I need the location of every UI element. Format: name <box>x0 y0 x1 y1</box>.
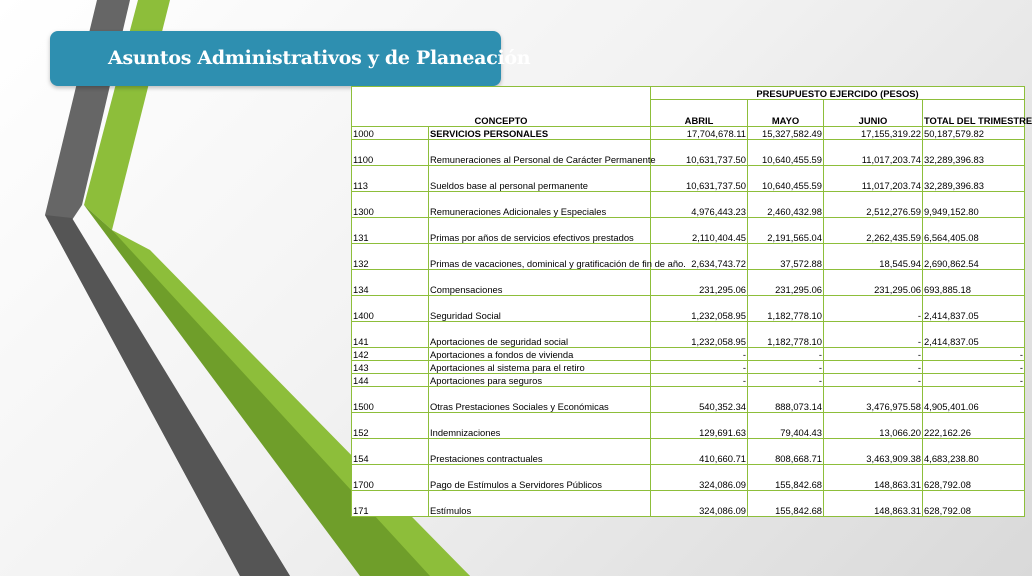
table-row <box>352 127 1025 140</box>
row-total: 2,690,862.54 <box>923 244 1025 270</box>
row-total: 222,162.26 <box>923 413 1025 439</box>
row-code: 113 <box>352 166 429 192</box>
row-total: 4,905,401.06 <box>923 387 1025 413</box>
table-row <box>352 296 1025 322</box>
table-row <box>352 491 1025 517</box>
row-total: 4,683,238.80 <box>923 439 1025 465</box>
row-april: 231,295.06 <box>651 270 748 296</box>
row-code: 152 <box>352 413 429 439</box>
row-april: 2,634,743.72 <box>651 244 748 270</box>
row-may: 1,182,778.10 <box>748 322 824 348</box>
row-code: 1400 <box>352 296 429 322</box>
row-april: 1,232,058.95 <box>651 296 748 322</box>
table-row <box>352 192 1025 218</box>
row-total: 50,187,579.82 <box>923 127 1025 140</box>
row-april: 410,660.71 <box>651 439 748 465</box>
row-june: - <box>824 374 923 387</box>
header-total: TOTAL DEL TRIMESTRE <box>923 100 1025 127</box>
row-june: - <box>824 296 923 322</box>
row-concept: Indemnizaciones <box>429 413 651 439</box>
row-code: 1000 <box>352 127 429 140</box>
header-june: JUNIO <box>824 100 923 127</box>
row-june: 3,463,909.38 <box>824 439 923 465</box>
row-code: 141 <box>352 322 429 348</box>
title-banner <box>50 31 531 86</box>
row-april: - <box>651 361 748 374</box>
row-may: 10,640,455.59 <box>748 166 824 192</box>
row-code: 154 <box>352 439 429 465</box>
row-code: 1500 <box>352 387 429 413</box>
row-june: - <box>824 322 923 348</box>
row-concept: Prestaciones contractuales <box>429 439 651 465</box>
row-may: 79,404.43 <box>748 413 824 439</box>
row-code: 144 <box>352 374 429 387</box>
row-concept: Otras Prestaciones Sociales y Económicas <box>429 387 651 413</box>
row-june: 11,017,203.74 <box>824 140 923 166</box>
header-concept: CONCEPTO <box>352 87 651 127</box>
row-code: 1300 <box>352 192 429 218</box>
row-may: 2,191,565.04 <box>748 218 824 244</box>
row-june: 231,295.06 <box>824 270 923 296</box>
row-june: 148,863.31 <box>824 491 923 517</box>
table-row <box>352 140 1025 166</box>
row-total: 9,949,152.80 <box>923 192 1025 218</box>
row-concept: SERVICIOS PERSONALES <box>429 127 651 140</box>
row-may: 37,572.88 <box>748 244 824 270</box>
row-april: 10,631,737.50 <box>651 166 748 192</box>
row-total: - <box>923 374 1025 387</box>
table-row <box>352 361 1025 374</box>
row-code: 134 <box>352 270 429 296</box>
header-row-1 <box>352 87 1025 100</box>
row-concept: Primas por años de servicios efectivos prestados <box>429 218 651 244</box>
row-total: 628,792.08 <box>923 465 1025 491</box>
row-code: 131 <box>352 218 429 244</box>
table-row <box>352 374 1025 387</box>
row-concept: Aportaciones al sistema para el retiro <box>429 361 651 374</box>
row-april: 324,086.09 <box>651 491 748 517</box>
row-may: 231,295.06 <box>748 270 824 296</box>
row-april: 10,631,737.50 <box>651 140 748 166</box>
row-concept: Sueldos base al personal permanente <box>429 166 651 192</box>
row-total: 628,792.08 <box>923 491 1025 517</box>
row-total: 32,289,396.83 <box>923 140 1025 166</box>
row-june: 11,017,203.74 <box>824 166 923 192</box>
row-total: 2,414,837.05 <box>923 322 1025 348</box>
row-june: - <box>824 361 923 374</box>
row-code: 142 <box>352 348 429 361</box>
row-total: 2,414,837.05 <box>923 296 1025 322</box>
table-row <box>352 218 1025 244</box>
row-concept: Remuneraciones al Personal de Carácter Permanente <box>429 140 651 166</box>
table-row <box>352 322 1025 348</box>
row-concept: Estímulos <box>429 491 651 517</box>
row-concept: Seguridad Social <box>429 296 651 322</box>
row-june: 2,512,276.59 <box>824 192 923 218</box>
row-april: 2,110,404.45 <box>651 218 748 244</box>
row-concept: Compensaciones <box>429 270 651 296</box>
row-concept: Aportaciones para seguros <box>429 374 651 387</box>
row-may: - <box>748 348 824 361</box>
row-june: 13,066.20 <box>824 413 923 439</box>
row-may: 888,073.14 <box>748 387 824 413</box>
row-june: 17,155,319.22 <box>824 127 923 140</box>
table-row <box>352 166 1025 192</box>
row-total: 32,289,396.83 <box>923 166 1025 192</box>
row-june: 3,476,975.58 <box>824 387 923 413</box>
row-may: 1,182,778.10 <box>748 296 824 322</box>
table-row <box>352 465 1025 491</box>
row-may: 2,460,432.98 <box>748 192 824 218</box>
row-code: 132 <box>352 244 429 270</box>
row-april: - <box>651 374 748 387</box>
table-row <box>352 439 1025 465</box>
table-row <box>352 387 1025 413</box>
row-april: 17,704,678.11 <box>651 127 748 140</box>
row-code: 171 <box>352 491 429 517</box>
row-concept: Pago de Estímulos a Servidores Públicos <box>429 465 651 491</box>
row-april: 4,976,443.23 <box>651 192 748 218</box>
row-concept: Primas de vacaciones, dominical y gratificación de fin de año. <box>429 244 651 270</box>
row-code: 1100 <box>352 140 429 166</box>
row-code: 1700 <box>352 465 429 491</box>
row-may: 808,668.71 <box>748 439 824 465</box>
row-june: 2,262,435.59 <box>824 218 923 244</box>
row-concept: Aportaciones a fondos de vivienda <box>429 348 651 361</box>
row-april: - <box>651 348 748 361</box>
row-april: 540,352.34 <box>651 387 748 413</box>
row-code: 143 <box>352 361 429 374</box>
budget-table <box>351 86 1032 517</box>
row-may: - <box>748 374 824 387</box>
header-april: ABRIL <box>651 100 748 127</box>
row-may: 155,842.68 <box>748 465 824 491</box>
row-april: 1,232,058.95 <box>651 322 748 348</box>
row-april: 324,086.09 <box>651 465 748 491</box>
table-row <box>352 348 1025 361</box>
row-may: - <box>748 361 824 374</box>
row-may: 15,327,582.49 <box>748 127 824 140</box>
row-may: 10,640,455.59 <box>748 140 824 166</box>
row-total: 6,564,405.08 <box>923 218 1025 244</box>
row-total: - <box>923 361 1025 374</box>
row-april: 129,691.63 <box>651 413 748 439</box>
row-total: 693,885.18 <box>923 270 1025 296</box>
row-total: - <box>923 348 1025 361</box>
header-may: MAYO <box>748 100 824 127</box>
table-row <box>352 413 1025 439</box>
row-may: 155,842.68 <box>748 491 824 517</box>
table-row <box>352 244 1025 270</box>
row-concept: Aportaciones de seguridad social <box>429 322 651 348</box>
page-title: Asuntos Administrativos y de Planeación <box>108 47 531 69</box>
row-june: - <box>824 348 923 361</box>
row-concept: Remuneraciones Adicionales y Especiales <box>429 192 651 218</box>
table-row <box>352 270 1025 296</box>
row-june: 18,545.94 <box>824 244 923 270</box>
row-june: 148,863.31 <box>824 465 923 491</box>
header-budget-group: PRESUPUESTO EJERCIDO (PESOS) <box>651 87 1025 100</box>
